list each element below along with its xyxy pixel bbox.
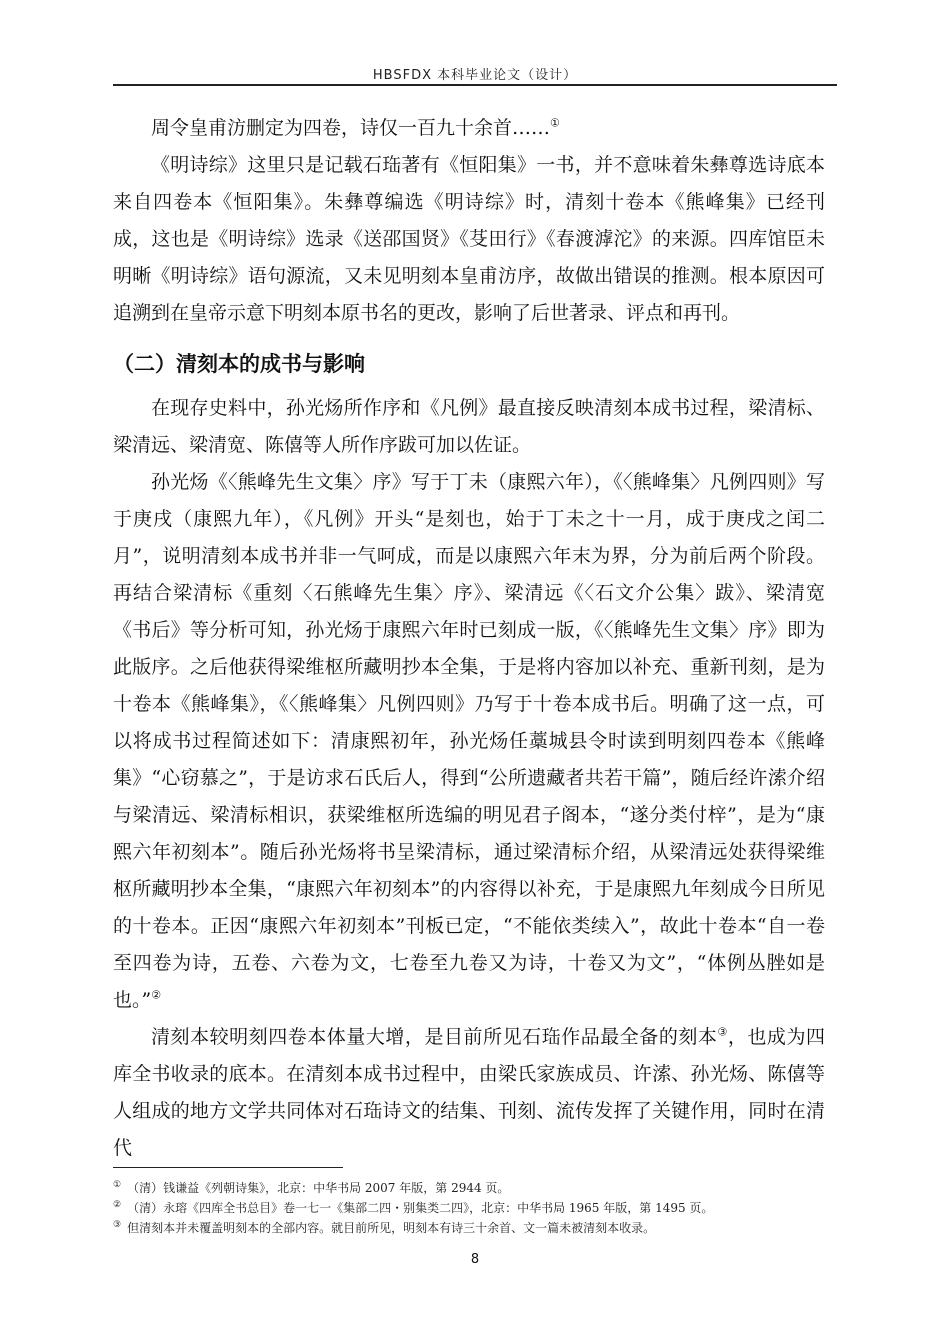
footnote-ref-2[interactable]: ② <box>151 988 162 1002</box>
footnote-mark: ③ <box>113 1220 122 1230</box>
paragraph-1: 《明诗综》这里只是记载石珤著有《恒阳集》一书，并不意味着朱彝尊选诗底本来自四卷本《恒阳集》。朱彝尊编选《明诗综》时，清刻十卷本《熊峰集》已经刊成，这也是《明诗综》选录《送邵国贤》《芟田行》《春渡滹沱》的来源。四库馆臣未明晰《明诗综》语句源流，又未见明刻本皇甫汸序，故做出错误的推测。根本原因可追溯到在皇帝示意下明刻本原书名的更改，影响了后世著录、评点和再刊。 <box>113 154 825 324</box>
paragraph-3 <box>113 464 825 1019</box>
paragraph-4-text-b: ，也成为四库全书收录的底本。在清刻本成书过程中，由梁氏家族成员、许溹、孙光炀、陈僖等人组成的地方文学共同体对石珤诗文的结集、刊刻、流传发挥了关键作用，同时在清代 <box>113 1026 825 1159</box>
running-header: HBSFDX 本科毕业论文（设计） <box>372 68 578 83</box>
footnote-ref-3[interactable]: ③ <box>717 1025 728 1039</box>
footnote-2 <box>113 1197 825 1217</box>
paragraph-4 <box>113 1019 825 1167</box>
footnote-text: （清）永瑢《四库全书总目》卷一七一《集部二四・别集类二四》，北京：中华书局 1965 年版，第 1495 页。 <box>127 1201 714 1215</box>
footnote-ref-1[interactable]: ① <box>550 116 560 130</box>
paragraph-quote <box>113 110 825 147</box>
paragraph-2: 在现存史料中，孙光炀所作序和《凡例》最直接反映清刻本成书过程，梁清标、梁清远、梁清宽、陈僖等人所作序跋可加以佐证。 <box>113 397 825 456</box>
footnote-rule <box>113 1167 343 1168</box>
paragraph-4-text-a: 清刻本较明刻四卷本体量大增，是目前所见石珤作品最全备的刻本 <box>151 1026 718 1048</box>
header-rule <box>113 84 837 86</box>
footnote-1 <box>113 1177 825 1197</box>
section-heading: （二）清刻本的成书与影响 <box>113 352 365 376</box>
footnote-text: （清）钱谦益《列朝诗集》，北京：中华书局 2007 年版，第 2944 页。 <box>127 1181 510 1195</box>
footnote-mark: ② <box>113 1200 122 1210</box>
page-number: 8 <box>470 1252 480 1267</box>
quote-text: 周令皇甫汸删定为四卷，诗仅一百九十余首…… <box>151 117 551 139</box>
paragraph-3-text: 孙光炀《〈熊峰先生文集〉序》写于丁未（康熙六年），《〈熊峰集〉凡例四则》写于庚戌（康熙九年），《凡例》开头“是刻也，始于丁未之十一月，成于庚戌之闰二月”，说明清刻本成书并非一气呵成，而是以康熙六年末为界，分为前后两个阶段。再结合梁清标《重刻〈石熊峰先生集〉序》、梁清远《〈石文介公集〉跋》、梁清宽《书后》等分析可知，孙光炀于康熙六年时已刻成一版，《〈熊峰先生文集〉序》即为此版序。之后他获得梁维枢所藏明抄本全集，于是将内容加以补充、重新刊刻，是为十卷本《熊峰集》，《〈熊峰集〉凡例四则》乃写于十卷本成书后。明确了这一点，可以将成书过程简述如下：清康熙初年，孙光炀任藁城县令时读到明刻四卷本《熊峰集》“心窃慕之”，于是访求石氏后人，得到“公所遗藏者共若干篇”，随后经许溹介绍与梁清远、梁清标相识，获梁维枢所选编的明见君子阁本，“遂分类付梓”，是为“康熙六年初刻本”。随后孙光炀将书呈梁清标，通过梁清标介绍，从梁清远处获得梁维枢所藏明抄本全集，“康熙六年初刻本”的内容得以补充，于是康熙九年刻成今日所见的十卷本。正因“康熙六年初刻本”刊板已定，“不能依类续入”，故此十卷本“自一卷至四卷为诗，五卷、六卷为文，七卷至九卷又为诗，十卷又为文”，“体例丛脞如是也。” <box>113 471 825 1011</box>
footnote-mark: ① <box>113 1180 122 1190</box>
footnotes <box>113 1177 825 1237</box>
footnote-3 <box>113 1217 825 1237</box>
main-body <box>113 110 825 1167</box>
footnote-text: 但清刻本并未覆盖明刻本的全部内容。就目前所见，明刻本有诗三十余首、文一篇未被清刻本收录。 <box>127 1221 656 1235</box>
